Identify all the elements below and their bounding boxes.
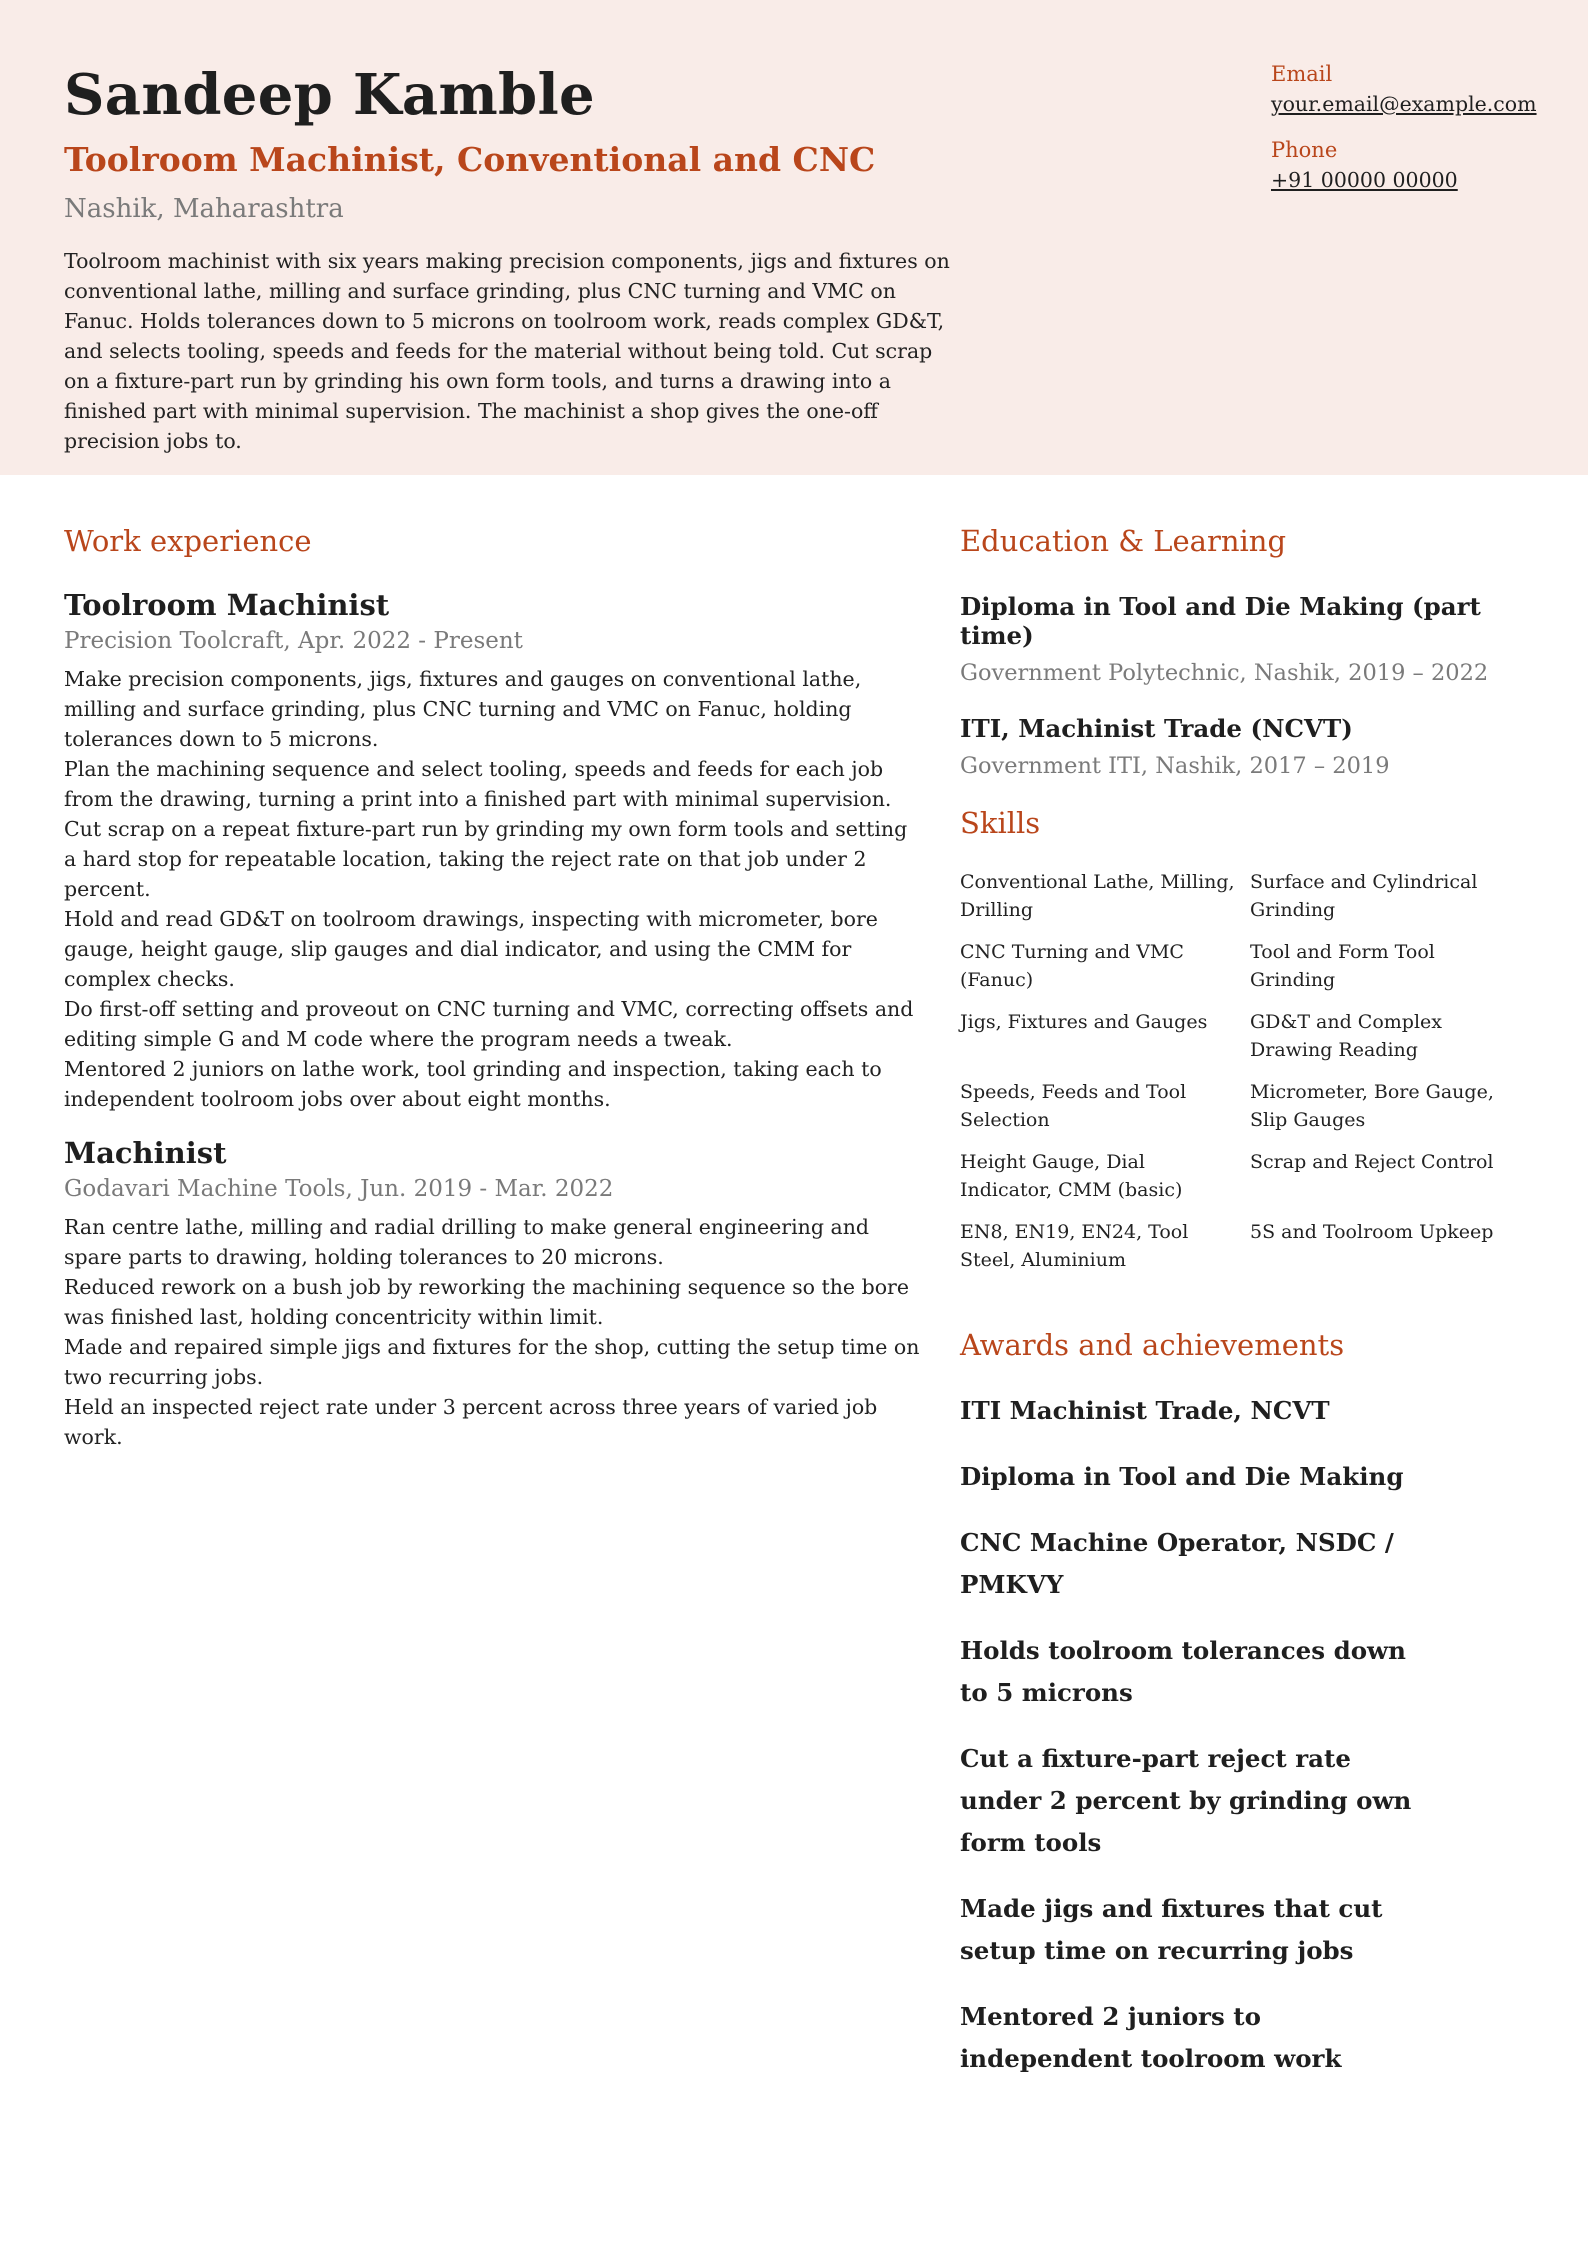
skill-item: Surface and Cylindrical Grinding	[1250, 871, 1478, 921]
candidate-role: Toolroom Machinist, Conventional and CNC	[64, 140, 876, 179]
job-bullet: Made and repaired simple jigs and fixtures for the shop, cutting the setup time on two recurring jobs.	[64, 1335, 920, 1389]
job-bullet: Ran centre lathe, milling and radial drilling to make general engineering and spare parts to drawing, holding tolerances to 20 microns.	[64, 1215, 870, 1269]
education-title: ITI, Machinist Trade (NCVT)	[960, 714, 1353, 743]
job-bullet: Held an inspected reject rate under 3 percent across three years of varied job work.	[64, 1395, 878, 1449]
skill-item: Height Gauge, Dial Indicator, CMM (basic)	[960, 1151, 1183, 1201]
award-item: CNC Machine Operator, NSDC / PMKVY	[960, 1528, 1394, 1599]
work-section-title: Work experience	[64, 524, 312, 558]
award-item: Diploma in Tool and Die Making	[960, 1462, 1404, 1491]
phone-link[interactable]: +91 00000 00000	[1271, 168, 1458, 192]
education-entry	[960, 714, 1540, 779]
education-title: Diploma in Tool and Die Making (part time)	[960, 592, 1481, 650]
education-entry	[960, 592, 1540, 686]
education-meta: Government Polytechnic, Nashik, 2019 – 2022	[960, 660, 1489, 686]
skill-item: EN8, EN19, EN24, Tool Steel, Aluminium	[960, 1221, 1189, 1271]
job-bullet: Make precision components, jigs, fixtures and gauges on conventional lathe, milling and surface grinding, plus CNC turning and VMC on Fanuc, holding tolerances down to 5 microns.	[64, 667, 862, 751]
awards-section-title: Awards and achievements	[960, 1328, 1345, 1362]
job-title: Toolroom Machinist	[64, 588, 390, 622]
resume-header	[0, 0, 1588, 475]
education-section-title: Education & Learning	[960, 524, 1287, 558]
candidate-location: Nashik, Maharashtra	[64, 194, 344, 224]
job-meta: Precision Toolcraft, Apr. 2022 - Present	[64, 628, 523, 654]
job-meta: Godavari Machine Tools, Jun. 2019 - Mar. 2022	[64, 1176, 614, 1202]
awards-list	[960, 1390, 1540, 2104]
email-link[interactable]: your.email@example.com	[1271, 92, 1537, 116]
job-bullet: Hold and read GD&T on toolroom drawings, inspecting with micrometer, bore gauge, height gauge, slip gauges and dial indicator, and using the CMM for complex checks.	[64, 907, 878, 991]
award-item: ITI Machinist Trade, NCVT	[960, 1396, 1330, 1425]
job-bullet: Mentored 2 juniors on lathe work, tool grinding and inspection, taking each to independent toolroom jobs over about eight months.	[64, 1057, 882, 1111]
skill-item: Micrometer, Bore Gauge, Slip Gauges	[1250, 1081, 1494, 1131]
skill-item: Speeds, Feeds and Tool Selection	[960, 1081, 1187, 1131]
profile-summary: Toolroom machinist with six years making precision components, jigs and fixtures on conventional lathe, milling and surface grinding, plus CNC turning and VMC on Fanuc. Holds tolerances down to 5 microns on toolroom work, reads complex GD&T, and selects tooling, speeds and feeds for the material without being told. Cut scrap on a fixture-part run by grinding his own form tools, and turns a drawing into a finished part with minimal supervision. The machinist a shop gives the one-off precision jobs to.	[64, 249, 950, 453]
skill-item: CNC Turning and VMC (Fanuc)	[960, 941, 1184, 991]
skill-item: Tool and Form Tool Grinding	[1250, 941, 1435, 991]
email-label: Email	[1271, 62, 1333, 86]
job-entry	[64, 1136, 924, 1452]
job-bullet: Do first-off setting and proveout on CNC turning and VMC, correcting offsets and editing simple G and M code where the program needs a tweak.	[64, 997, 914, 1051]
award-item: Made jigs and fixtures that cut setup time on recurring jobs	[960, 1894, 1383, 1965]
skill-item: Conventional Lathe, Milling, Drilling	[960, 871, 1235, 921]
contact-block	[1271, 62, 1537, 214]
award-item: Cut a fixture-part reject rate under 2 percent by grinding own form tools	[960, 1744, 1412, 1857]
award-item: Holds toolroom tolerances down to 5 microns	[960, 1636, 1406, 1707]
job-bullet: Plan the machining sequence and select tooling, speeds and feeds for each job from the drawing, turning a print into a finished part with minimal supervision.	[64, 757, 892, 811]
education-list	[960, 592, 1540, 807]
skill-item: 5S and Toolroom Upkeep	[1250, 1221, 1494, 1243]
job-bullet: Reduced rework on a bush job by reworking the machining sequence so the bore was finished last, holding concentricity within limit.	[64, 1275, 909, 1329]
award-item: Mentored 2 juniors to independent toolroom work	[960, 2002, 1342, 2073]
job-bullet: Cut scrap on a repeat fixture-part run by grinding my own form tools and setting a hard stop for repeatable location, taking the reject rate on that job under 2 percent.	[64, 817, 908, 901]
skill-item: Jigs, Fixtures and Gauges	[960, 1011, 1208, 1033]
skills-grid	[960, 868, 1540, 1274]
job-title: Machinist	[64, 1136, 227, 1170]
skills-section-title: Skills	[960, 806, 1041, 840]
skill-item: GD&T and Complex Drawing Reading	[1250, 1011, 1442, 1061]
skill-item: Scrap and Reject Control	[1250, 1151, 1494, 1173]
phone-label: Phone	[1271, 138, 1338, 162]
education-meta: Government ITI, Nashik, 2017 – 2019	[960, 753, 1390, 779]
candidate-name: Sandeep Kamble	[64, 62, 595, 128]
job-entry	[64, 588, 924, 1114]
work-experience-list	[64, 588, 924, 1474]
